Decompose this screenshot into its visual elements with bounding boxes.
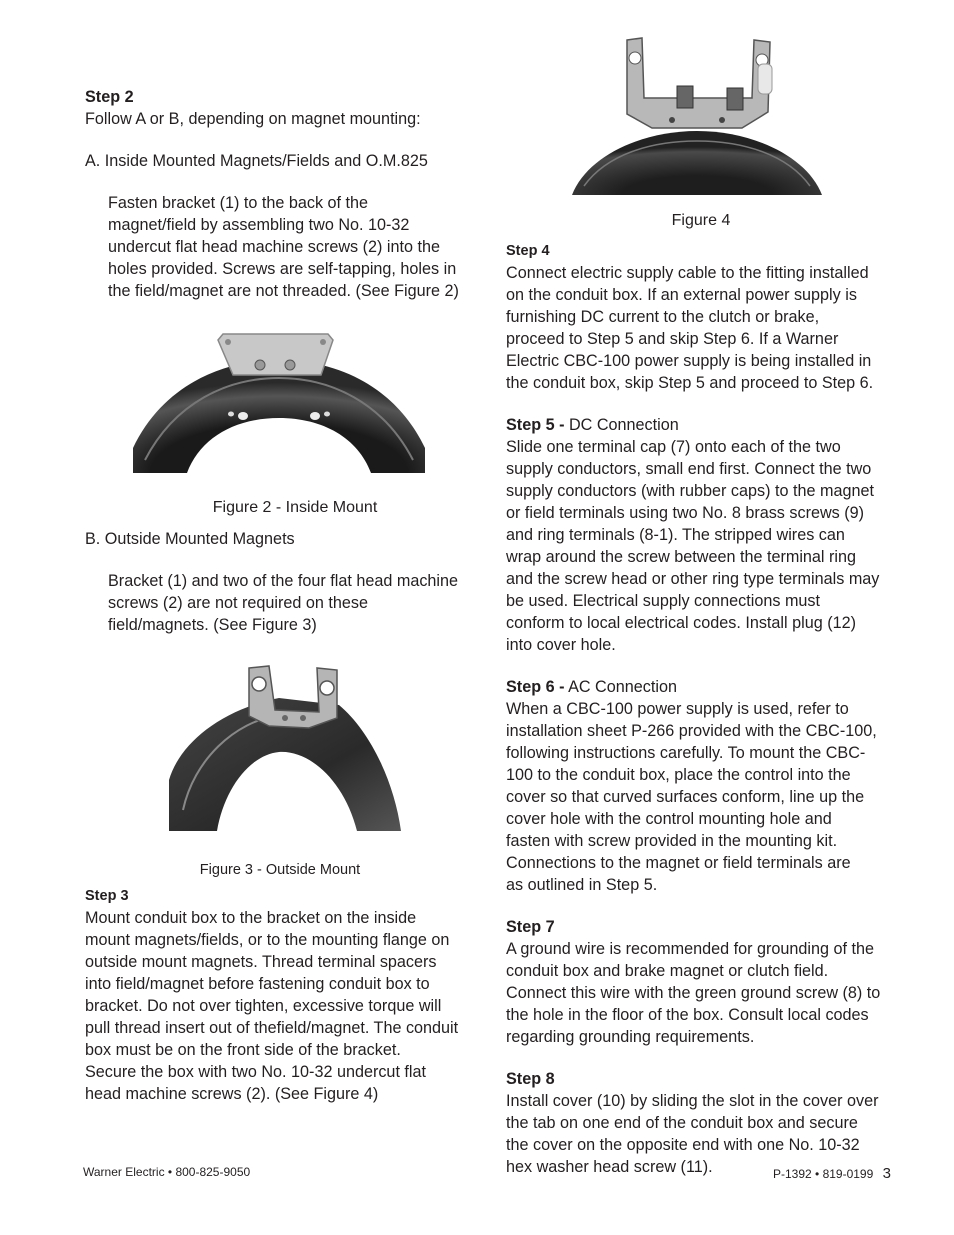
item-a-line: holes provided. Screws are self-tapping, holes in: [108, 260, 457, 278]
step4-line: the conduit box, skip Step 5 and proceed to Step 6.: [506, 374, 874, 392]
step6-subtitle: AC Connection: [564, 678, 677, 696]
step5-line: supply conductors (with rubber caps) to the magnet: [506, 482, 875, 500]
step5-line: and the screw head or other ring type terminals may: [506, 570, 880, 588]
footer-left: Warner Electric • 800-825-9050: [83, 1165, 251, 1179]
step7-line: A ground wire is recommended for grounding of the: [506, 940, 875, 958]
page-number: 3: [882, 1165, 891, 1182]
figure-2-image: [133, 330, 425, 473]
doc-number: P-1392 • 819-0199: [773, 1167, 874, 1181]
step6-line: as outlined in Step 5.: [506, 876, 658, 894]
step4-line: proceed to Step 5 and skip Step 6. If a Warner: [506, 330, 839, 348]
step8-line: hex washer head screw (11).: [506, 1158, 713, 1176]
step8-line: the cover on the opposite end with one No. 10-32: [506, 1136, 860, 1154]
step4-line: furnishing DC current to the clutch or brake,: [506, 308, 820, 326]
step5-line: conform to local electrical codes. Install plug (12): [506, 614, 856, 632]
item-a-line: magnet/field by assembling two No. 10-32: [108, 216, 410, 234]
item-b-title: B. Outside Mounted Magnets: [85, 530, 295, 548]
step6-line: cover so that curved surfaces conform, line up the: [506, 788, 865, 806]
step3-line: Mount conduit box to the bracket on the inside: [85, 909, 417, 927]
step3-line: head machine screws (2). (See Figure 4): [85, 1085, 379, 1103]
step7-line: Connect this wire with the green ground screw (8) to: [506, 984, 881, 1002]
left-column-bottom: [85, 885, 480, 1105]
item-b-line: Bracket (1) and two of the four flat head machine: [108, 572, 459, 590]
step6-line: fasten with screw provided in the mounting kit.: [506, 832, 838, 850]
step8-heading: Step 8: [506, 1070, 555, 1088]
item-a-title: A. Inside Mounted Magnets/Fields and O.M.825: [85, 152, 428, 170]
step5-line: and ring terminals (8-1). The stripped wires can: [506, 526, 845, 544]
figure-3-image: [169, 660, 401, 831]
step3-line: outside mount magnets. Thread terminal spacers: [85, 953, 437, 971]
left-column-mid: [85, 528, 480, 636]
step2-heading: Step 2: [85, 88, 134, 106]
step7-heading: Step 7: [506, 918, 555, 936]
step4-line: on the conduit box. If an external power supply is: [506, 286, 857, 304]
step5-heading-line: [506, 414, 906, 436]
step3-line: mount magnets/fields, or to the mounting flange on: [85, 931, 450, 949]
figure-4-image: [572, 36, 822, 195]
step3-line: bracket. Do not over tighten, excessive torque will: [85, 997, 442, 1015]
item-a-line: undercut flat head machine screws (2) into the: [108, 238, 441, 256]
step8-line: the tab on one end of the conduit box and secure: [506, 1114, 858, 1132]
step6-heading: Step 6 -: [506, 678, 565, 696]
footer-right: [773, 1165, 891, 1182]
step6-line: 100 to the conduit box, place the control into the: [506, 766, 851, 784]
step5-line: into cover hole.: [506, 636, 616, 654]
step3-heading: Step 3: [85, 888, 129, 904]
step7-line: regarding grounding requirements.: [506, 1028, 755, 1046]
step5-line: be used. Electrical supply connections must: [506, 592, 821, 610]
step5-line: supply conductors, small end first. Connect the two: [506, 460, 872, 478]
step6-line: When a CBC-100 power supply is used, refer to: [506, 700, 849, 718]
step3-line: pull thread insert out of thefield/magnet. The conduit: [85, 1019, 459, 1037]
step4-line: Connect electric supply cable to the fitting installed: [506, 264, 869, 282]
item-b-body: [85, 570, 480, 636]
left-column-top: [85, 86, 480, 302]
step7-line: conduit box and brake magnet or clutch field.: [506, 962, 829, 980]
step5-line: wrap around the screw between the terminal ring: [506, 548, 857, 566]
step5-subtitle: DC Connection: [564, 416, 679, 434]
step6-line: installation sheet P-266 provided with the CBC-100,: [506, 722, 877, 740]
item-a-body: [85, 192, 480, 302]
item-b-line: screws (2) are not required on these: [108, 594, 369, 612]
figure-3-caption: Figure 3 - Outside Mount: [199, 862, 361, 878]
item-b-line: field/magnets. (See Figure 3): [108, 616, 317, 634]
step8-line: Install cover (10) by sliding the slot in the cover over: [506, 1092, 879, 1110]
step3-line: into field/magnet before fastening conduit box to: [85, 975, 430, 993]
step6-line: following instructions carefully. To mount the CBC-: [506, 744, 866, 762]
step5-heading: Step 5 -: [506, 416, 565, 434]
step4-heading: Step 4: [506, 243, 550, 259]
step3-line: Secure the box with two No. 10-32 undercut flat: [85, 1063, 427, 1081]
step6-heading-line: [506, 676, 906, 698]
figure-2-caption: Figure 2 - Inside Mount: [212, 499, 378, 516]
item-a-line: the field/magnet are not threaded. (See Figure 2): [108, 282, 459, 300]
step5-line: Slide one terminal cap (7) onto each of the two: [506, 438, 841, 456]
step6-line: Connections to the magnet or field terminals are: [506, 854, 851, 872]
step6-line: cover hole with the control mounting hole and: [506, 810, 832, 828]
item-a-line: Fasten bracket (1) to the back of the: [108, 194, 369, 212]
step4-line: Electric CBC-100 power supply is being installed in: [506, 352, 872, 370]
step7-line: the hole in the floor of the box. Consult local codes: [506, 1006, 869, 1024]
step5-line: or field terminals using two No. 8 brass screws (9): [506, 504, 865, 522]
step2-intro: Follow A or B, depending on magnet mounting:: [85, 110, 421, 128]
right-column: [506, 240, 906, 1178]
figure-4-caption: Figure 4: [671, 212, 731, 229]
step3-line: box must be on the front side of the bracket.: [85, 1041, 401, 1059]
